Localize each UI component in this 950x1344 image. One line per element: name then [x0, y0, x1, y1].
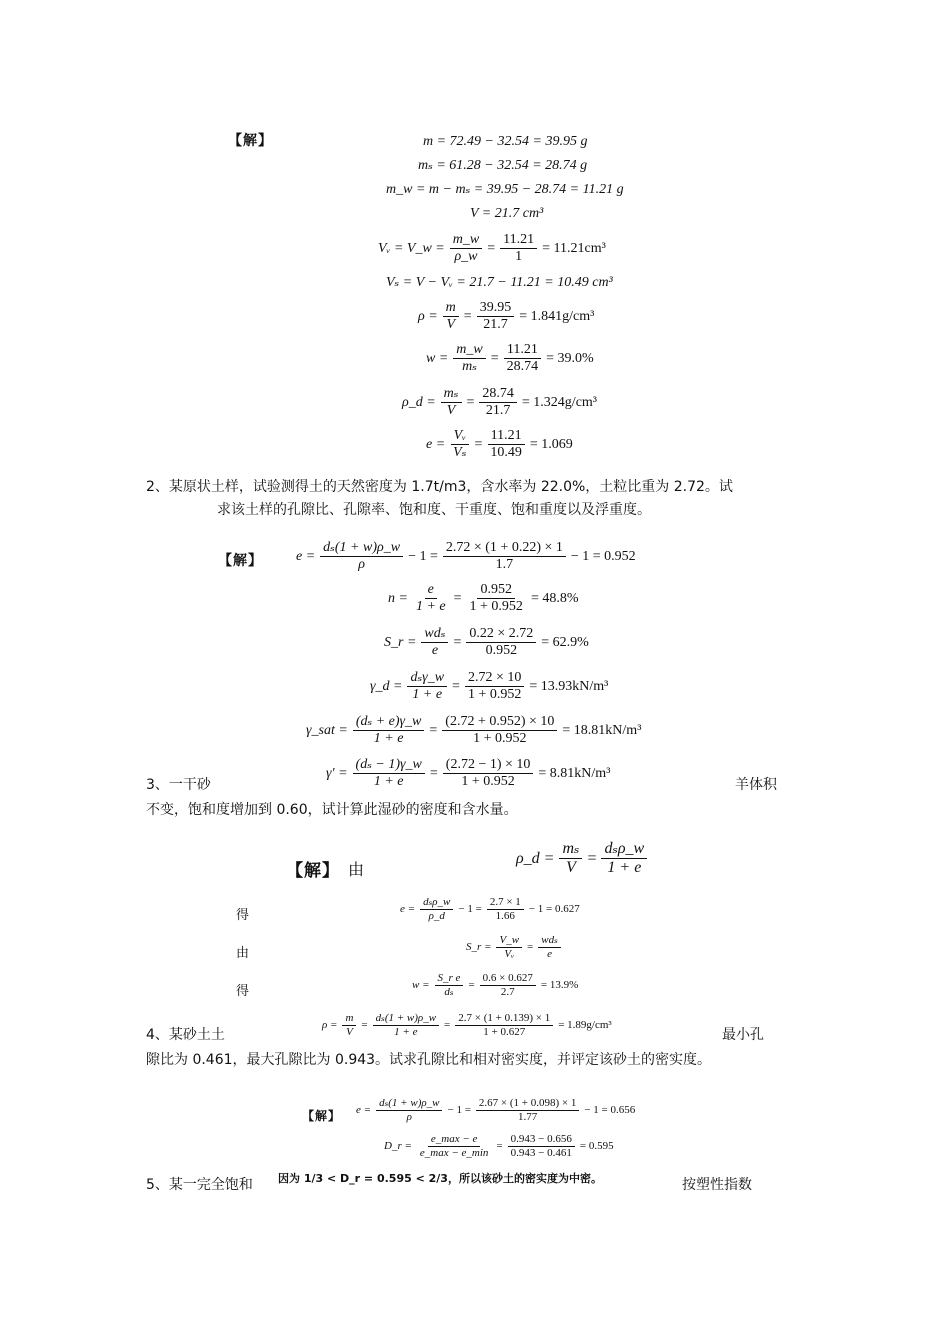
problem-4-line-2: 隙比为 0.461，最大孔隙比为 0.943。试求孔隙比和相对密实度，并评定该砂土的密实度。 [146, 1052, 712, 1068]
equation-mass-total: m = 72.49 − 32.54 = 39.95 g [423, 134, 588, 149]
equation-void-ratio-2: e = $\frac{\text{dₛ(1 + w)ρ\_w}}{\rho}$ − 1 = $\frac{2.72 \times (1 + 0.22) \times 1}{1.7}$ − 1 = 0.952 [296, 540, 636, 573]
equation-volume: V = 21.7 cm³ [470, 206, 544, 221]
equation-water-content: w = $\frac{m\_w}{\text{mₛ}}$ = $\frac{11.21}{28.74}$ = 39.0% [426, 342, 594, 375]
equation-mass-water: m_w = m − mₛ = 39.95 − 28.74 = 11.21 g [386, 182, 624, 197]
solution-3-you: 由 [348, 860, 365, 879]
solution-label-1: 【解】 [228, 133, 273, 149]
equation-density: ρ = $\frac{m}{V}$ = $\frac{39.95}{21.7}$ = 1.841g/cm³ [418, 300, 595, 333]
problem-4-end: 最小孔 [722, 1027, 764, 1043]
solution-3-de-1: 得 [236, 908, 250, 923]
solution-3-de-2: 得 [236, 984, 250, 999]
equation-void-volume: Vᵥ = V_w = $\frac{m\_w}{\rho\_w}$ = $\frac{11.21}{1}$ = 11.21cm³ [378, 232, 606, 265]
solution-label-2: 【解】 [218, 553, 263, 569]
solution-label-3: 【解】 [286, 861, 340, 881]
equation-saturated-unit-weight: γ_sat = $\frac{\text{(dₛ + e)γ\_w}}{1 + e}$ = $\frac{(2.72 + 0.952) \times 10}{1 + 0.952}$ = 18.81kN/m³ [306, 714, 642, 747]
solution-label-4: 【解】 [302, 1109, 342, 1123]
solution-4-conclusion: 因为 1/3 < D_r = 0.595 < 2/3，所以该砂土的密实度为中密。 [278, 1172, 602, 1185]
problem-5-start: 5、某一完全饱和 [146, 1177, 253, 1193]
problem-5-end: 按塑性指数 [682, 1177, 752, 1193]
equation-void-ratio-4: e = $\frac{\text{dₛ(1 + w)ρ\_w}}{\rho}$ − 1 = $\frac{2.67 \times (1 + 0.098) \times 1}{1.77}$ − 1 = 0.656 [356, 1097, 636, 1123]
equation-wet-density: ρ = $\frac{m}{V}$ = $\frac{\text{dₛ(1 + w)ρ\_w}}{1 + e}$ = $\frac{2.7 \times (1 + 0.139) \times 1}{1 + 0.627}$ = 1.89g/cm³ [322, 1012, 612, 1038]
equation-solid-volume: Vₛ = V − Vᵥ = 21.7 − 11.21 = 10.49 cm³ [386, 275, 613, 290]
equation-void-ratio-3: e = $\frac{\text{dₛρ\_w}}{\rho\_d}$ − 1 = $\frac{2.7 \times 1}{1.66}$ − 1 = 0.627 [400, 896, 580, 922]
equation-buoyant-unit-weight: γ′ = $\frac{\text{(dₛ − 1)γ\_w}}{1 + e}$ = $\frac{(2.72 - 1) \times 10}{1 + 0.952}$ = 8.81kN/m³ [326, 757, 611, 790]
solution-3-you-2: 由 [236, 946, 250, 961]
equation-saturation-def: S_r = $\frac{V\_w}{\text{Vᵥ}}$ = $\frac{\text{wdₛ}}{e}$ [466, 934, 561, 960]
problem-2-line-2: 求该土样的孔隙比、孔隙率、饱和度、干重度、饱和重度以及浮重度。 [217, 502, 651, 518]
equation-relative-density: D_r = $\frac{e\_\max - e}{e\_\max - e\_\min}$ = $\frac{0.943 - 0.656}{0.943 - 0.461}$ = 0.595 [384, 1133, 614, 1159]
equation-void-ratio: e = $\frac{\text{Vᵥ}}{\text{Vₛ}}$ = $\frac{11.21}{10.49}$ = 1.069 [426, 428, 573, 461]
equation-water-content-3: w = $\frac{\text{S\_r e}}{\text{dₛ}}$ = $\frac{0.6 \times 0.627}{2.7}$ = 13.9% [412, 972, 579, 998]
problem-3-line-2: 不变，饱和度增加到 0.60，试计算此湿砂的密度和含水量。 [146, 802, 518, 818]
problem-3-start: 3、一干砂 [146, 777, 211, 793]
problem-2-line-1: 2、某原状土样，试验测得土的天然密度为 1.7t/m3，含水率为 22.0%，土粒比重为 2.72。试 [146, 479, 733, 495]
equation-porosity: n = $\frac{e}{1 + e}$ = $\frac{0.952}{1 + 0.952}$ = 48.8% [388, 582, 579, 615]
equation-dry-density-def: ρ_d = $\frac{\text{mₛ}}{V}$ = $\frac{\text{dₛρ\_w}}{1 + e}$ [516, 840, 647, 878]
equation-mass-solid: mₛ = 61.28 − 32.54 = 28.74 g [418, 158, 588, 173]
problem-4-start: 4、某砂土土 [146, 1027, 225, 1043]
equation-saturation: S_r = $\frac{\text{wdₛ}}{e}$ = $\frac{0.22 \times 2.72}{0.952}$ = 62.9% [384, 626, 589, 659]
equation-dry-density: ρ_d = $\frac{\text{mₛ}}{V}$ = $\frac{28.74}{21.7}$ = 1.324g/cm³ [402, 386, 597, 419]
problem-3-end: 羊体积 [735, 777, 777, 793]
equation-dry-unit-weight: γ_d = $\frac{\text{dₛγ\_w}}{1 + e}$ = $\frac{2.72 \times 10}{1 + 0.952}$ = 13.93kN/m³ [370, 670, 609, 703]
